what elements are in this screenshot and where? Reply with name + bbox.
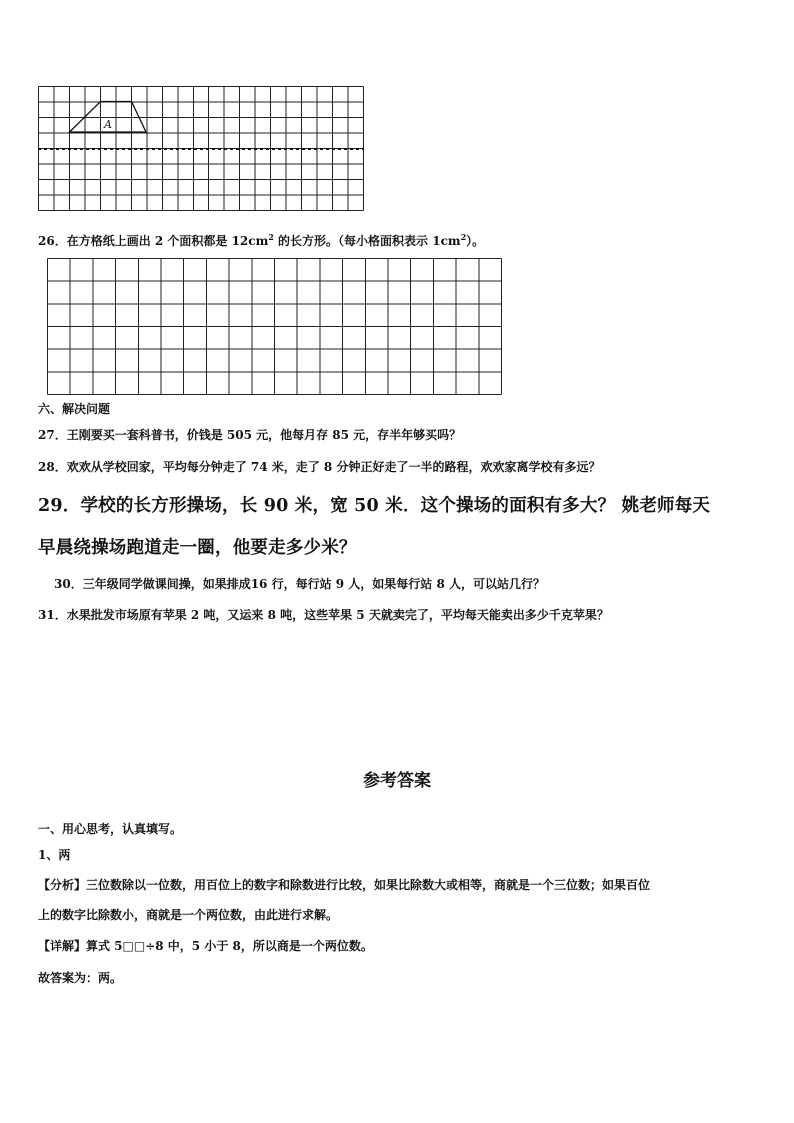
question-26: 26．在方格纸上画出 2 个面积都是 $12cm^2$ 的长方形。（每小格面积表示 $1cm^2$）。 xyxy=(38,232,485,248)
symmetry-grid xyxy=(38,86,368,214)
question-30: 30．三年级同学做课间操，如果排成16 行，每行站 9 人，如果每行站 8 人，可以站几行？ xyxy=(54,577,545,591)
answer-conclusion: 故答案为：两。 xyxy=(38,971,123,985)
answer-analysis-line2: 上的数字比除数小，商就是一个两位数，由此进行求解。 xyxy=(38,908,339,922)
answer-item-1: 1、两 xyxy=(38,848,71,862)
question-29-line2: 早晨绕操场跑道走一圈，他要走多少米？ xyxy=(38,538,357,558)
shape-label-a: A xyxy=(104,118,112,131)
question-28: 28．欢欢从学校回家，平均每分钟走了 74 米，走了 8 分钟正好走了一半的路程，欢欢家离学校有多远？ xyxy=(38,460,601,474)
question-27: 27．王刚要买一套科普书，价钱是 505 元，他每月存 85 元，存半年够买吗？ xyxy=(38,428,462,442)
answers-title: 参考答案 xyxy=(363,771,431,791)
question-31: 31．水果批发市场原有苹果 2 吨，又运来 8 吨，这些苹果 5 天就卖完了，平均每天能卖出多少千克苹果？ xyxy=(38,608,609,622)
answer-detail: 【详解】算式 5□□÷8 中，5 小于 8，所以商是一个两位数。 xyxy=(38,939,373,953)
section-6-heading: 六、解决问题 xyxy=(38,402,111,416)
answers-section-1: 一、用心思考，认真填写。 xyxy=(38,822,183,836)
question-29-line1: 29．学校的长方形操场，长 90 米，宽 50 米．这个操场的面积有多大？ 姚老师每天 xyxy=(38,496,711,516)
answer-analysis-line1: 【分析】三位数除以一位数，用百位上的数字和除数进行比较，如果比除数大或相等，商就是一个三位数；如果百位 xyxy=(38,878,651,892)
area-grid xyxy=(47,258,503,396)
